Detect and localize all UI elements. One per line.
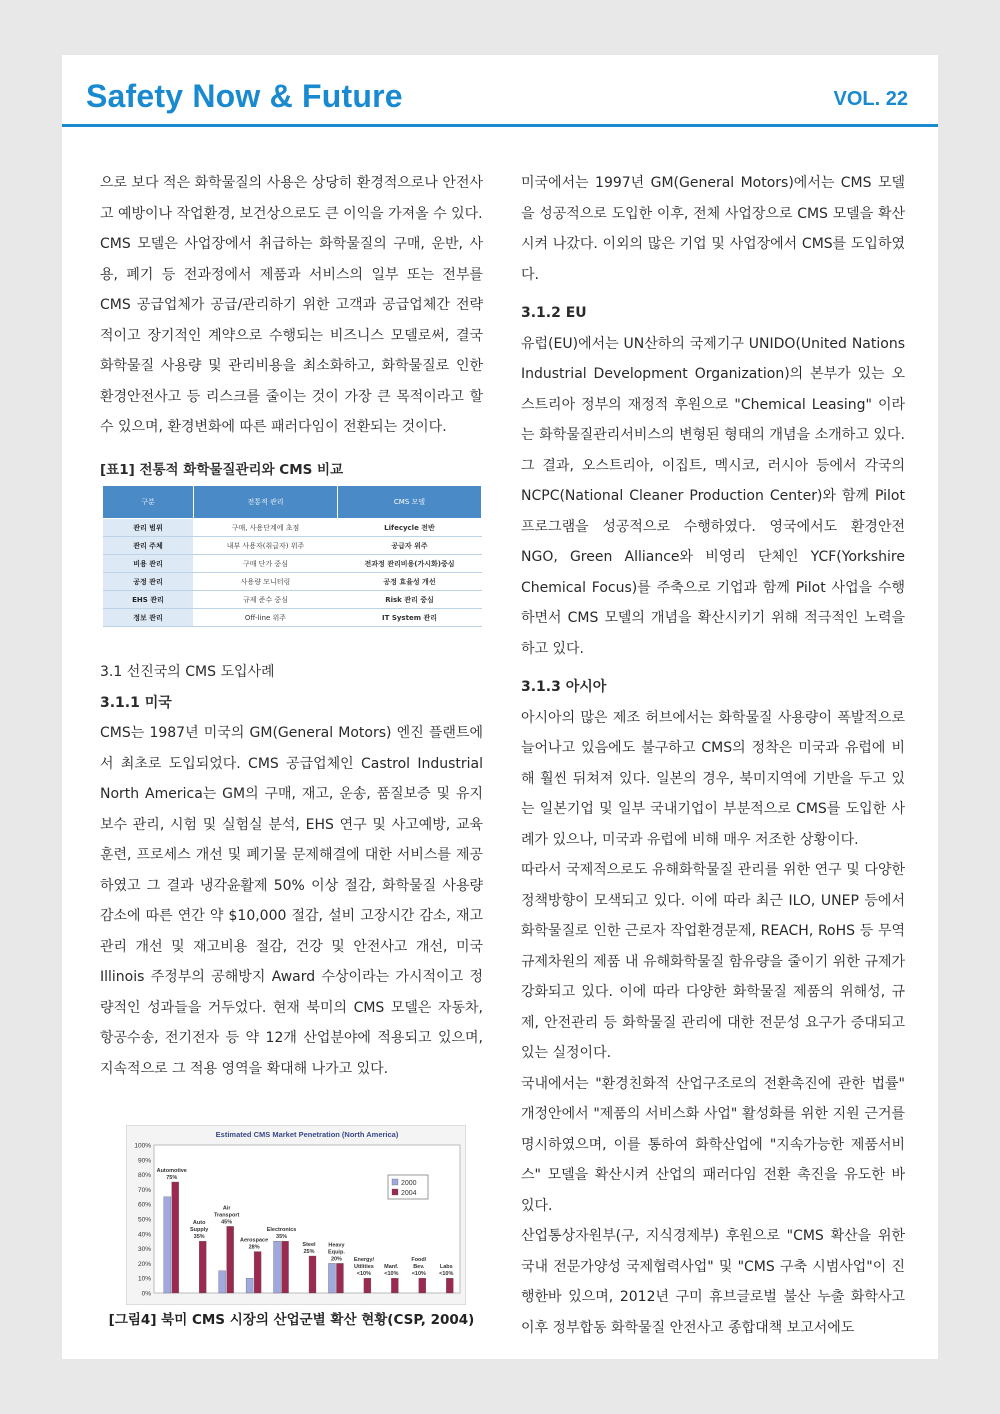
bar-2000 <box>219 1271 226 1293</box>
section-heading: 3.1 선진국의 CMS 도입사례 <box>100 664 275 680</box>
bar-2004 <box>336 1263 343 1293</box>
table-cell: 공정 관리 <box>103 573 194 591</box>
table-cell: 내부 사용자(취급자) 위주 <box>193 537 337 555</box>
subsection-heading: 3.1.1 미국 <box>100 694 172 711</box>
table-cell: 사용량 모니터링 <box>193 573 337 591</box>
comparison-table <box>102 485 482 628</box>
bar-2000 <box>246 1278 253 1293</box>
chart-svg <box>126 1125 466 1305</box>
bar-2000 <box>328 1263 335 1293</box>
table-cell: 정보 관리 <box>103 609 194 627</box>
category-label: 20% <box>330 1256 342 1263</box>
bar-2004 <box>172 1182 179 1293</box>
header-divider <box>62 124 938 127</box>
subsection-heading: 3.1.2 EU <box>521 305 587 321</box>
category-label: 35% <box>276 1234 288 1241</box>
y-tick-label: 60% <box>137 1201 151 1209</box>
y-tick-label: 10% <box>137 1275 151 1283</box>
category-label: Transport <box>213 1212 240 1219</box>
table-cell: 규제 준수 중심 <box>193 591 337 609</box>
market-penetration-chart <box>126 1125 466 1305</box>
right-column <box>521 168 905 1343</box>
spacer <box>521 290 905 298</box>
chart-title: Estimated CMS Market Penetration (North America) <box>215 1130 399 1139</box>
category-label: <10% <box>439 1271 454 1278</box>
category-label: 35% <box>193 1234 205 1241</box>
table-row <box>103 555 482 573</box>
table-cell: 관리 주체 <box>103 537 194 555</box>
category-label: 28% <box>248 1244 260 1251</box>
figure-caption: [그림4] 북미 CMS 시장의 산업군별 확산 현황(CSP, 2004) <box>108 1312 475 1328</box>
category-label: Utilities <box>353 1264 374 1271</box>
table-header-row <box>103 485 482 519</box>
paragraph: 따라서 국제적으로도 유해화학물질 관리를 위한 연구 및 다양한 정책방향이 모색되고 있다. 이에 따라 최근 ILO, UNEP 등에서 화학물질로 인한 근로자 작업환경문제, REACH, RoHS 등 무역규제차원의 제품 내 유해화학물질 함유량을 줄이기 위한 규제가 강화되고 있다. 이에 따라 다양한 화학물질 제품의 위해성, 규제, 안전관리 등 화학물질 관리에 대한 전문성 요구가 증대되고 있는 실정이다. <box>521 862 905 1061</box>
category-label: Supply <box>190 1227 209 1234</box>
bar-2004 <box>282 1241 289 1293</box>
left-column <box>100 168 483 1084</box>
y-tick-label: 0% <box>141 1290 151 1298</box>
table-header-cell: 전통적 관리 <box>193 485 337 519</box>
y-tick-label: 100% <box>134 1142 151 1150</box>
category-label: Steel <box>302 1242 316 1248</box>
category-label: Automotive <box>156 1168 187 1174</box>
category-label: Electronics <box>266 1227 297 1234</box>
table-row <box>103 591 482 609</box>
category-label: <10% <box>411 1271 426 1278</box>
spacer <box>521 664 905 672</box>
magazine-title: Safety Now & Future <box>86 78 403 114</box>
category-label: Air <box>222 1205 231 1212</box>
category-label: Heavy <box>328 1242 345 1249</box>
legend-swatch <box>392 1179 398 1185</box>
category-label: 45% <box>221 1219 233 1226</box>
category-label: <10% <box>384 1271 399 1278</box>
table-header-cell: 구분 <box>103 485 194 519</box>
volume-label: VOL. 22 <box>833 88 908 110</box>
y-tick-label: 80% <box>137 1172 151 1180</box>
category-label: Labs <box>439 1264 453 1271</box>
bar-2000 <box>164 1197 171 1293</box>
table-cell: 비용 관리 <box>103 555 194 573</box>
y-tick-label: 50% <box>137 1216 151 1224</box>
bar-2004 <box>227 1226 234 1293</box>
category-label: Energy/ <box>353 1257 375 1264</box>
table-row <box>103 573 482 591</box>
table-cell: 공급자 위주 <box>337 537 481 555</box>
legend-swatch <box>392 1189 398 1195</box>
bar-2004 <box>419 1278 426 1293</box>
table-cell: 구매 단가 중심 <box>193 555 337 573</box>
table-row <box>103 537 482 555</box>
spacer <box>100 627 483 657</box>
bar-2004 <box>391 1278 398 1293</box>
y-tick-label: 90% <box>137 1157 151 1165</box>
bar-2004 <box>254 1252 261 1293</box>
category-label: Aerospace <box>240 1237 269 1244</box>
y-tick-label: 40% <box>137 1231 151 1239</box>
legend-label: 2004 <box>401 1190 417 1197</box>
paragraph: 으로 보다 적은 화학물질의 사용은 상당히 환경적으로나 안전사고 예방이나 작업환경, 보건상으로도 큰 이익을 가져올 수 있다. <box>100 175 483 222</box>
bar-2004 <box>364 1278 371 1293</box>
paragraph: CMS는 1987년 미국의 GM(General Motors) 엔진 플랜트에서 최초로 도입되었다. CMS 공급업체인 Castrol Industrial North America는 GM의 구매, 재고, 운송, 품질보증 및 유지보수 관리, 시험 및 실험실 분석, EHS 연구 및 사고예방, 교육훈련, 프로세스 개선 및 폐기물 문제해결에 대한 서비스를 제공하였고 그 결과 냉각윤활제 50% 이상 절감, 화학물질 사용량 감소에 따른 연간 약 $10,000 절감, 설비 고장시간 감소, 재고관리 개선 및 재고비용 절감, 건강 및 안전사고 개선, 미국 Illinois 주정부의 공해방지 Award 수상이라는 가시적이고 정량적인 성과들을 거두었다. 현재 북미의 CMS 모델은 자동차, 항공수송, 전기전자 등 약 12개 산업분야에 적용되고 있으며, 지속적으로 그 적용 영역을 확대해 나가고 있다. <box>100 725 483 1077</box>
y-tick-label: 20% <box>137 1260 151 1268</box>
table-cell: 전과정 관리비용(가시화)중심 <box>337 555 481 573</box>
category-label: 75% <box>166 1175 178 1181</box>
y-tick-label: 30% <box>137 1246 151 1254</box>
category-label: Equip. <box>328 1249 345 1256</box>
spacer <box>100 443 483 455</box>
table-cell: 구매, 사용단계에 초점 <box>193 519 337 537</box>
category-label: Manf. <box>384 1264 399 1271</box>
table-header-cell: CMS 모델 <box>337 485 481 519</box>
table-cell: Lifecycle 전반 <box>337 519 481 537</box>
subsection-heading: 3.1.3 아시아 <box>521 679 607 695</box>
table-cell: Off-line 위주 <box>193 609 337 627</box>
legend-label: 2000 <box>401 1180 417 1187</box>
table-cell: 공정 효율성 개선 <box>337 573 481 591</box>
category-label: Bev. <box>413 1264 425 1271</box>
table-cell: 관리 범위 <box>103 519 194 537</box>
table-cell: EHS 관리 <box>103 591 194 609</box>
paragraph: CMS 모델은 사업장에서 취급하는 화학물질의 구매, 운반, 사용, 폐기 등 전과정에서 제품과 서비스의 일부 또는 전부를 CMS 공급업체가 공급/관리하기 위한 고객과 공급업체간 전략적이고 장기적인 계약으로 수행되는 비즈니스 모델로써, 결국 화학물질 사용량 및 관리비용을 최소화하고, 화학물질로 인한 환경안전사고 등 리스크를 줄이는 것이 가장 큰 목적이라고 할 수 있으며, 환경변화에 따른 패러다임이 전환되는 것이다. <box>100 236 483 435</box>
bar-2000 <box>274 1241 281 1293</box>
table-row <box>103 519 482 537</box>
table-row <box>103 609 482 627</box>
category-label: Auto <box>192 1220 206 1227</box>
paragraph: 아시아의 많은 제조 허브에서는 화학물질 사용량이 폭발적으로 늘어나고 있음에도 불구하고 CMS의 정착은 미국과 유럽에 비해 훨씬 뒤쳐져 있다. 일본의 경우, 북미지역에 기반을 두고 있는 일본기업 및 일부 국내기업이 부분적으로 CMS를 도입한 사례가 있으나, 미국과 유럽에 비해 매우 저조한 상황이다. <box>521 709 905 848</box>
paragraph: 유럽(EU)에서는 UN산하의 국제기구 UNIDO(United Nations Industrial Development Organization)의 본부가 있는 오스트리아 정부의 재정적 후원으로 "Chemical Leasing" 이라는 화학물질관리서비스의 변형된 형태의 개념을 소개하고 있다. 그 결과, 오스트리아, 이집트, 멕시코, 러시아 등에서 각국의 NCPC(National Cleaner Production Center)와 함께 Pilot 프로그램을 성공적으로 수행하였다. 영국에서도 환경안전 NGO, Green Alliance와 비영리 단체인 YCF(Yorkshire Chemical Focus)를 주축으로 기업과 함께 Pilot 사업을 수행하면서 CMS 모델의 개념을 확산시키기 위해 적극적인 노력을 하고 있다. <box>521 335 905 657</box>
bar-2004 <box>309 1256 316 1293</box>
table-cell: Risk 관리 중심 <box>337 591 481 609</box>
category-label: 25% <box>303 1249 315 1255</box>
category-label: <10% <box>356 1271 372 1278</box>
paragraph: 국내에서는 "환경친화적 산업구조로의 전환촉진에 관한 법률" 개정안에서 "제품의 서비스화 사업" 활성화를 위한 지원 근거를 명시하였으며, 이를 통하여 화학산업에 "지속가능한 제품서비스" 모델을 확산시켜 산업의 패러다임 전환 촉진을 유도한 바 있다. <box>521 1075 905 1214</box>
category-label: Food/ <box>411 1257 427 1264</box>
paragraph: 미국에서는 1997년 GM(General Motors)에서는 CMS 모델을 성공적으로 도입한 이후, 전체 사업장으로 CMS 모델을 확산시켜 나갔다. 이외의 많은 기업 및 사업장에서 CMS를 도입하였다. <box>521 175 905 283</box>
y-tick-label: 70% <box>137 1186 151 1194</box>
table-cell: IT System 관리 <box>337 609 481 627</box>
table-title: [표1] 전통적 화학물질관리와 CMS 비교 <box>100 461 344 478</box>
bar-2004 <box>446 1278 453 1293</box>
bar-2004 <box>199 1241 206 1293</box>
paragraph: 산업통상자원부(구, 지식경제부) 후원으로 "CMS 확산을 위한 국내 전문가양성 국제협력사업" 및 "CMS 구축 시범사업"이 진행한바 있으며, 2012년 구미 휴브글로벌 불산 누출 화학사고 이후 정부합동 화학물질 안전사고 종합대책 보고서에도 <box>521 1228 905 1336</box>
